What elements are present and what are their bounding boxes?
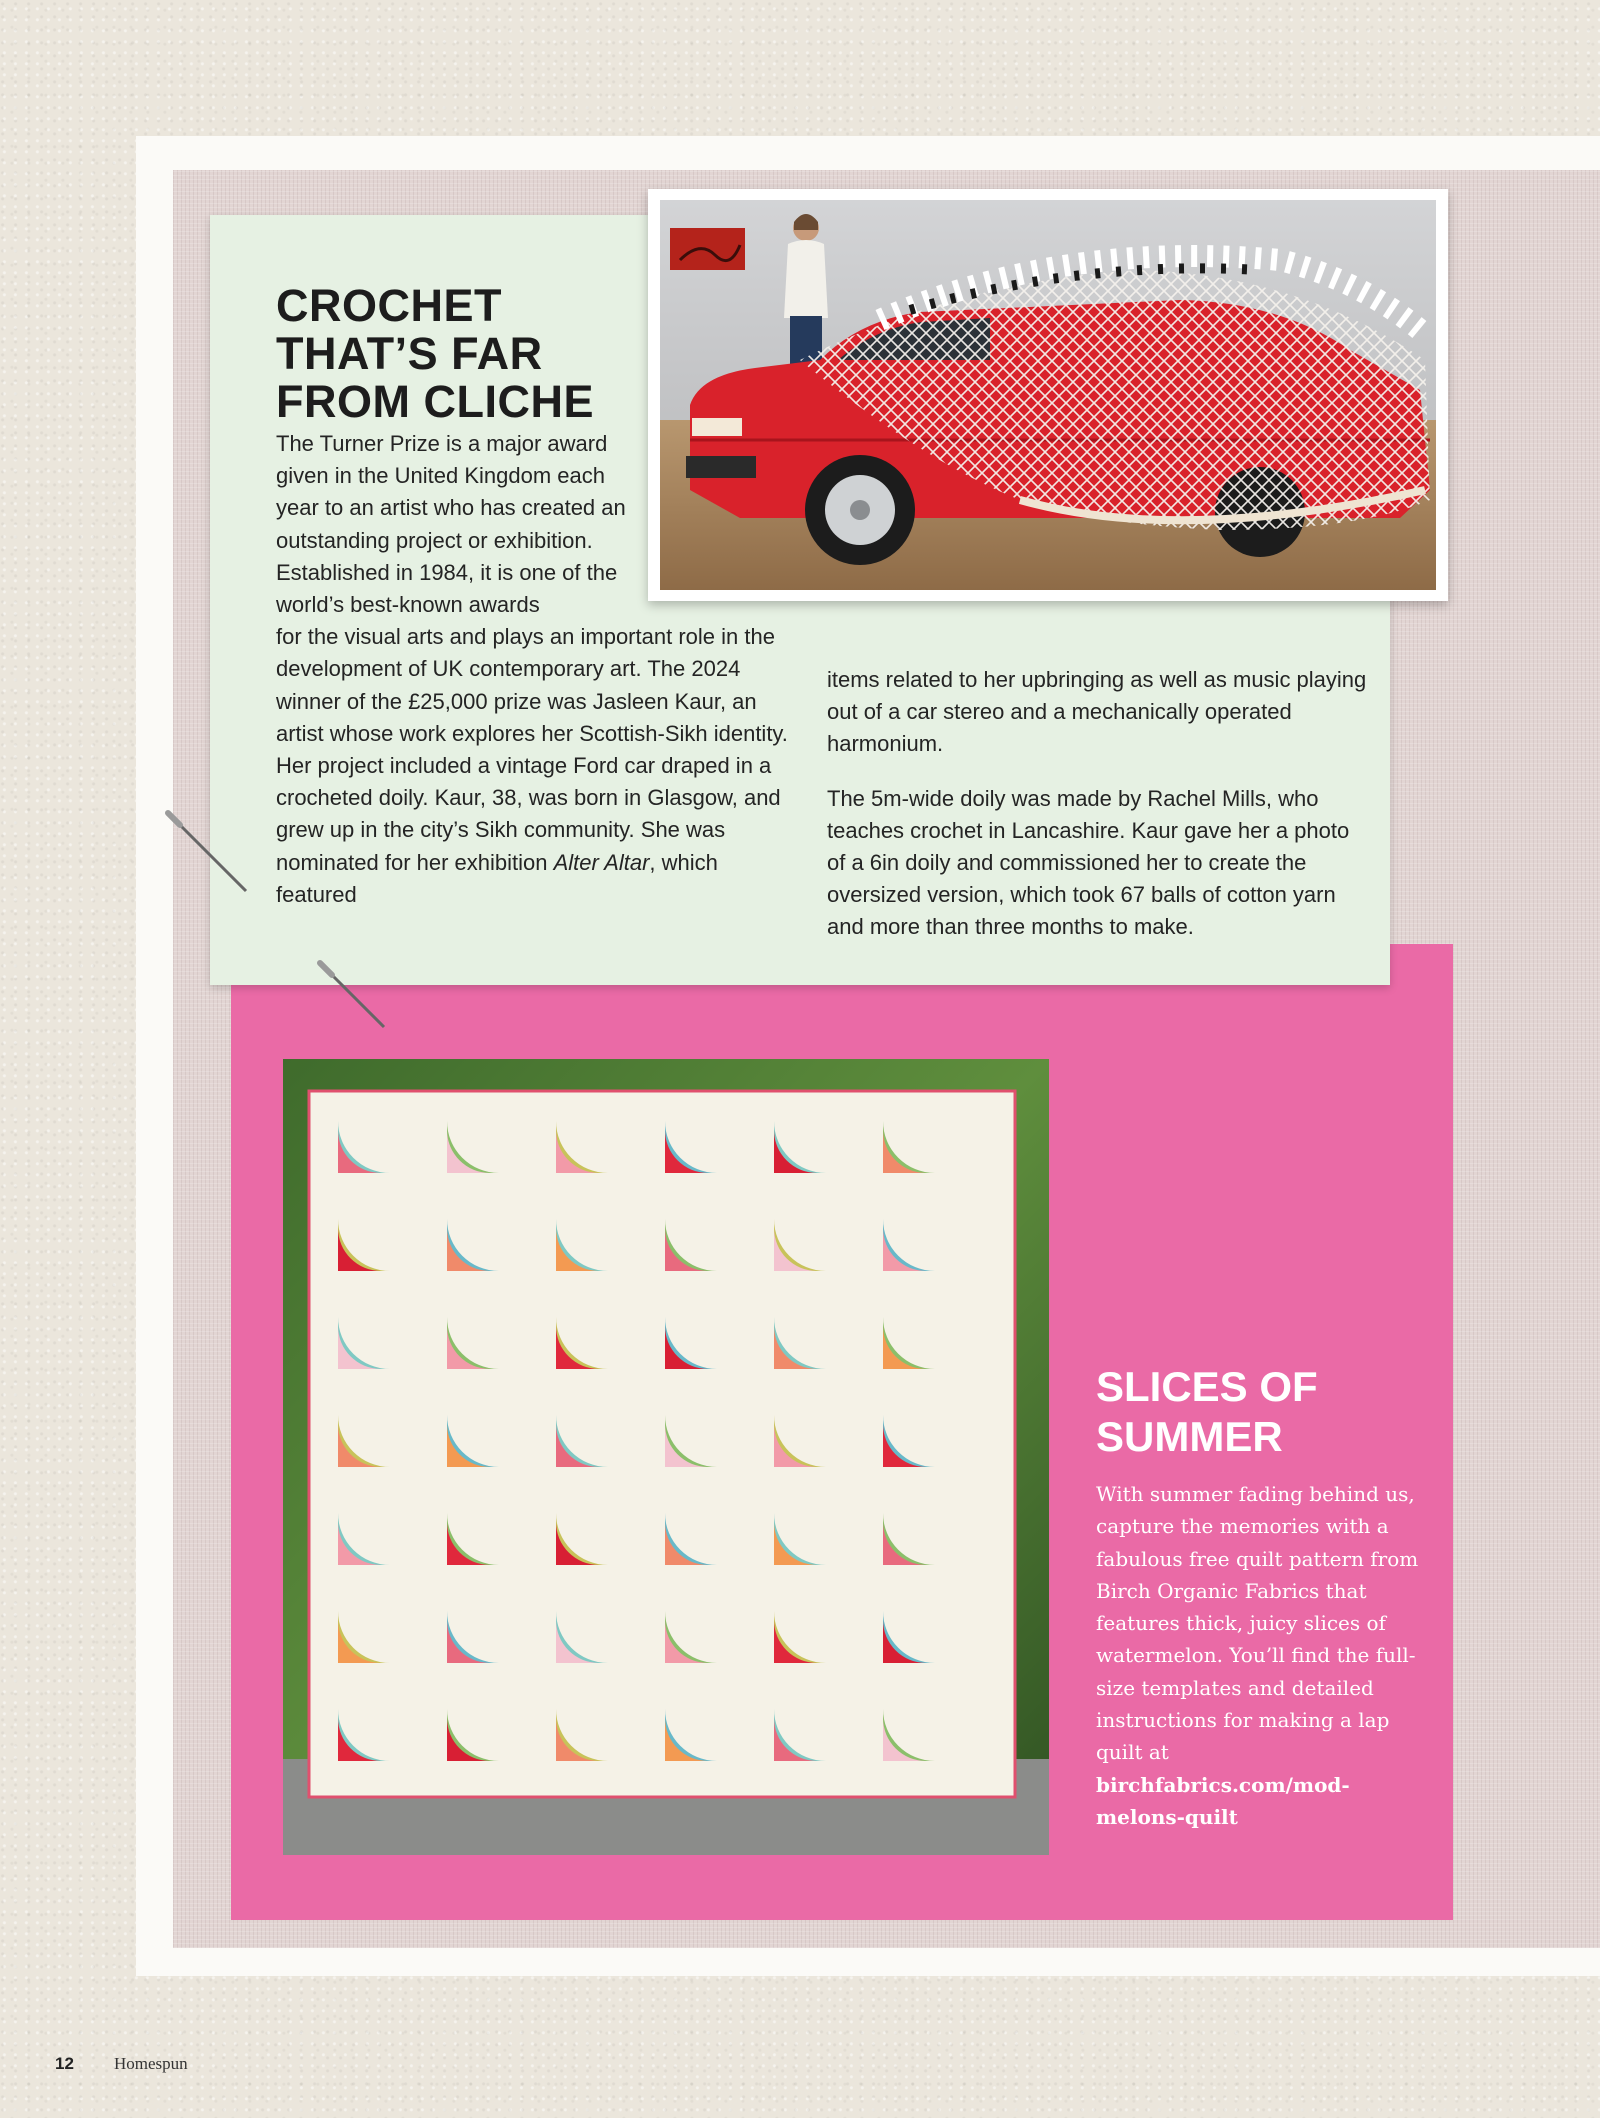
exhibition-title: Alter Altar xyxy=(553,849,650,875)
crochet-body-main: for the visual arts and plays an important role in the development of UK contemporary art. The 2024 winner of the £25,000 prize was Jasleen Kaur, an artist whose work explores her Scottish-Sikh identity. Her project included a vintage Ford car draped in a crocheted doily. Kaur, 38, was born in Glasgow, and grew up in the city’s Sikh community. She was nominated for her exhibition xyxy=(276,624,788,875)
crochet-title: CROCHET THAT’S FAR FROM CLICHE xyxy=(276,280,594,427)
page-number: 12 xyxy=(55,2054,74,2073)
slices-body-text: With summer fading behind us, capture the memories with a fabulous free quilt pattern from Birch Organic Fabrics that features thick, juicy slices of watermelon. You’ll find the full-size templates and detailed instructions for making a lap quilt at xyxy=(1096,1482,1419,1765)
crochet-col2-paragraph-2: The 5m-wide doily was made by Rachel Mills, who teaches crochet in Lancashire. Kaur gave her a photo of a 6in doily and commissioned her to create the oversized version, which took 67 balls of cotton yarn and more than three months to make. xyxy=(827,785,1350,940)
crochet-column-1 xyxy=(276,428,796,911)
crochet-body-text xyxy=(276,621,796,911)
slices-title: SLICES OF SUMMER xyxy=(1096,1363,1318,1460)
pin-icon xyxy=(160,805,260,905)
pin-icon-2 xyxy=(312,955,392,1035)
quilt-photo xyxy=(283,1059,1049,1855)
magazine-name: Homespun xyxy=(114,2054,188,2073)
crochet-col2-paragraph-1: items related to her upbringing as well as music playing out of a car stereo and a mechanically operated harmonium. xyxy=(827,667,1367,757)
birch-fabrics-link[interactable]: birchfabrics.com/mod-melons-quilt xyxy=(1096,1772,1350,1829)
crochet-body-tail: , which featured xyxy=(276,849,718,907)
slices-body xyxy=(1096,1478,1426,1833)
crochet-column-2 xyxy=(827,664,1367,944)
crochet-intro-text: The Turner Prize is a major award given in the United Kingdom each year to an artist who has created an outstanding project or exhibition. Established in 1984, it is one of the world’s best-known awards xyxy=(276,431,626,618)
